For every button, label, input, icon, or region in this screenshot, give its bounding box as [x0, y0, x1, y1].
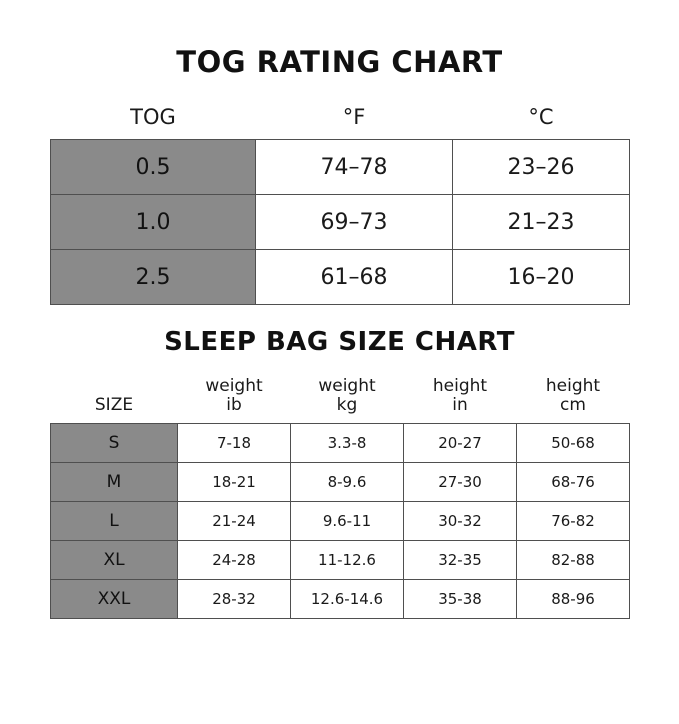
size-height-in-cell: 27-30 — [404, 463, 517, 502]
table-row — [51, 424, 630, 463]
table-row — [51, 541, 630, 580]
size-height-in-cell: 20-27 — [404, 424, 517, 463]
size-header-weight-lb-line1: weight — [205, 376, 263, 396]
size-height-in-cell: 32-35 — [404, 541, 517, 580]
tog-value-cell: 2.5 — [51, 250, 256, 305]
tog-celsius-cell: 23–26 — [453, 140, 630, 195]
size-height-in-cell: 35-38 — [404, 580, 517, 619]
size-table-header — [51, 375, 630, 424]
size-table-container — [50, 375, 629, 619]
size-weight-kg-cell: 8-9.6 — [291, 463, 404, 502]
size-header-height-cm-line2: cm — [560, 395, 586, 416]
tog-table-container — [50, 101, 629, 305]
tog-rating-table — [50, 101, 630, 305]
size-header-row — [51, 375, 630, 424]
size-header-weight-kg — [291, 375, 404, 424]
size-table-body — [51, 424, 630, 619]
size-header-height-cm-line1: height — [545, 376, 601, 396]
size-header-weight-kg-line2: kg — [336, 395, 358, 416]
table-row — [51, 502, 630, 541]
tog-value-cell: 1.0 — [51, 195, 256, 250]
sleep-bag-size-table — [50, 375, 630, 619]
size-header-weight-lb-line2: ib — [226, 395, 242, 416]
size-height-cm-cell: 82-88 — [517, 541, 630, 580]
size-label-cell: S — [51, 424, 178, 463]
table-row — [51, 580, 630, 619]
tog-value-cell: 0.5 — [51, 140, 256, 195]
size-label-cell: XXL — [51, 580, 178, 619]
size-height-cm-cell: 88-96 — [517, 580, 630, 619]
table-row — [51, 140, 630, 195]
tog-table-body — [51, 140, 630, 305]
size-label-cell: L — [51, 502, 178, 541]
tog-fahrenheit-cell: 69–73 — [256, 195, 453, 250]
size-weight-kg-cell: 3.3-8 — [291, 424, 404, 463]
tog-header-fahrenheit: °F — [342, 105, 366, 129]
size-weight-lb-cell: 28-32 — [178, 580, 291, 619]
size-height-in-cell: 30-32 — [404, 502, 517, 541]
tog-header-celsius: °C — [528, 105, 554, 129]
table-row — [51, 195, 630, 250]
tog-fahrenheit-cell: 74–78 — [256, 140, 453, 195]
tog-celsius-cell: 16–20 — [453, 250, 630, 305]
size-label-cell: M — [51, 463, 178, 502]
size-height-cm-cell: 50-68 — [517, 424, 630, 463]
size-header-height-in — [404, 375, 517, 424]
tog-header-row — [51, 101, 630, 140]
size-header-height-in-line2: in — [452, 395, 468, 416]
size-weight-lb-cell: 21-24 — [178, 502, 291, 541]
size-weight-kg-cell: 9.6-11 — [291, 502, 404, 541]
size-weight-kg-cell: 12.6-14.6 — [291, 580, 404, 619]
size-header-size-line1: SIZE — [94, 395, 134, 416]
size-weight-lb-cell: 7-18 — [178, 424, 291, 463]
table-row — [51, 250, 630, 305]
tog-fahrenheit-cell: 61–68 — [256, 250, 453, 305]
size-height-cm-cell: 68-76 — [517, 463, 630, 502]
size-weight-kg-cell: 11-12.6 — [291, 541, 404, 580]
size-weight-lb-cell: 18-21 — [178, 463, 291, 502]
size-weight-lb-cell: 24-28 — [178, 541, 291, 580]
tog-and-size-chart-page — [0, 45, 679, 724]
size-height-cm-cell: 76-82 — [517, 502, 630, 541]
size-header-size — [51, 375, 178, 424]
size-chart-title: SLEEP BAG SIZE CHART — [164, 327, 515, 357]
size-header-height-cm — [517, 375, 630, 424]
size-header-weight-kg-line1: weight — [318, 376, 376, 396]
tog-table-header — [51, 101, 630, 140]
tog-chart-title: TOG RATING CHART — [176, 45, 503, 79]
tog-celsius-cell: 21–23 — [453, 195, 630, 250]
size-label-cell: XL — [51, 541, 178, 580]
table-row — [51, 463, 630, 502]
tog-header-tog: TOG — [130, 105, 176, 129]
size-header-weight-lb — [178, 375, 291, 424]
size-header-height-in-line1: height — [432, 376, 488, 396]
